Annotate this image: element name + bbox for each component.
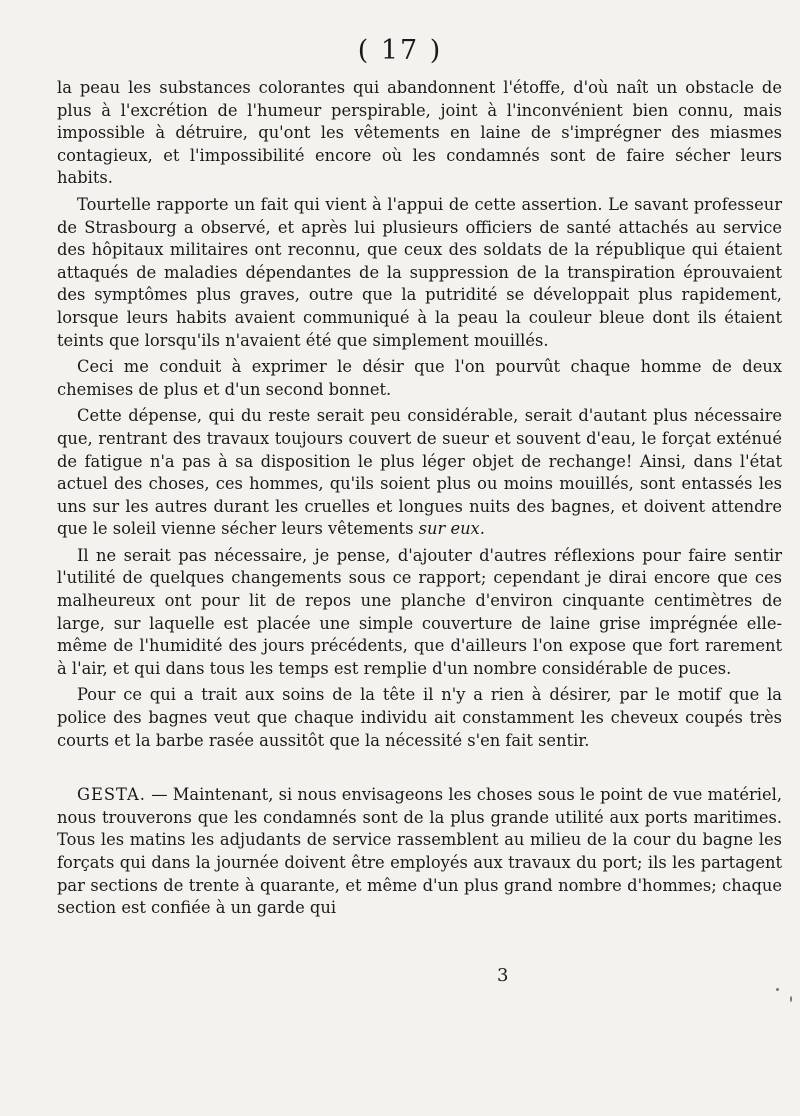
paragraph-6: Pour ce qui a trait aux soins de la tête il n'y a rien à désirer, par le motif que la police des bagnes veut que chaque individu ait constamment les cheveux coupés très courts et la barbe rasée aussitôt que la nécessité s'en fait sentir. [57, 685, 782, 750]
paragraph-2: Tourtelle rapporte un fait qui vient à l'appui de cette assertion. Le savant professeur de Strasbourg a observé, et après lui plusieurs officiers de santé attachés au service des hôpitaux militaires ont reconnu, que ceux des soldats de la république qui étaient attaqués de maladies dépendantes de la suppression de la transpiration éprouvaient des symptômes plus graves, outre que la putridité se développait plus rapidement, lorsque leurs habits avaient communiqué à la peau la couleur bleue dont ils étaient teints que lorsqu'ils n'avaient été que simplement mouillés. [57, 194, 782, 350]
paper-speck [776, 988, 779, 991]
paragraph-4-text: Cette dépense, qui du reste serait peu considérable, serait d'autant plus nécessaire que, rentrant des travaux toujours couvert de sueur et souvent d'eau, le forçat exténué de fatigue n'a pas à sa disposition le plus léger objet de rechange! Ainsi, dans l'état actuel des choses, ces hommes, qu'ils soient plus ou moins mouillés, sont entassés les uns sur les autres durant les cruelles et longues nuits des bagnes, et doivent attendre que le soleil vienne sécher leurs vêtements [57, 406, 782, 539]
section-text: Maintenant, si nous envisageons les choses sous le point de vue matériel, nous trouverons que les condamnés sont de la plus grande utilité aux ports maritimes. Tous les matins les adjudants de service rassemblent au milieu de la cour du bagne les forçats qui dans la journée doivent être employés aux travaux du port; ils les partagent par sections de trente à quarante, et même d'un plus grand nombre d'hommes; chaque section est confiée à un garde qui [57, 785, 782, 918]
paragraph-4 [57, 405, 782, 541]
paragraph-5: Il ne serait pas nécessaire, je pense, d'ajouter d'autres réflexions pour faire sentir l'utilité de quelques changements sous ce rapport; cependant je dirai encore que ces malheureux ont pour lit de repos une planche d'environ cinquante centimètres de large, sur laquelle est placée une simple couverture de laine grise imprégnée elle-même de l'humidité des jours précédents, que d'ailleurs l'on expose que fort rarement à l'air, et qui dans tous les temps est remplie d'un nombre considérable de puces. [57, 545, 782, 678]
section-dash: — [145, 785, 173, 805]
paragraph-3: Ceci me conduit à exprimer le désir que l'on pourvût chaque homme de deux chemises de plus et d'un second bonnet. [57, 357, 782, 399]
section-paragraph [57, 784, 782, 920]
paper-speck [790, 996, 792, 1002]
paragraph-4-italic: sur eux. [418, 519, 485, 539]
section-heading: GESTA. [77, 785, 146, 805]
page-number: ( 17 ) [357, 35, 443, 66]
signature-number: 3 [497, 965, 509, 986]
body-text [57, 77, 782, 920]
paragraph-1: la peau les substances colorantes qui abandonnent l'étoffe, d'où naît un obstacle de plus à l'excrétion de l'humeur perspirable, joint à l'inconvénient bien connu, mais impossible à détruire, qu'ont les vêtements en laine de s'imprégner des miasmes contagieux, et l'impossibilité encore où les condamnés sont de faire sécher leurs habits. [57, 78, 782, 188]
